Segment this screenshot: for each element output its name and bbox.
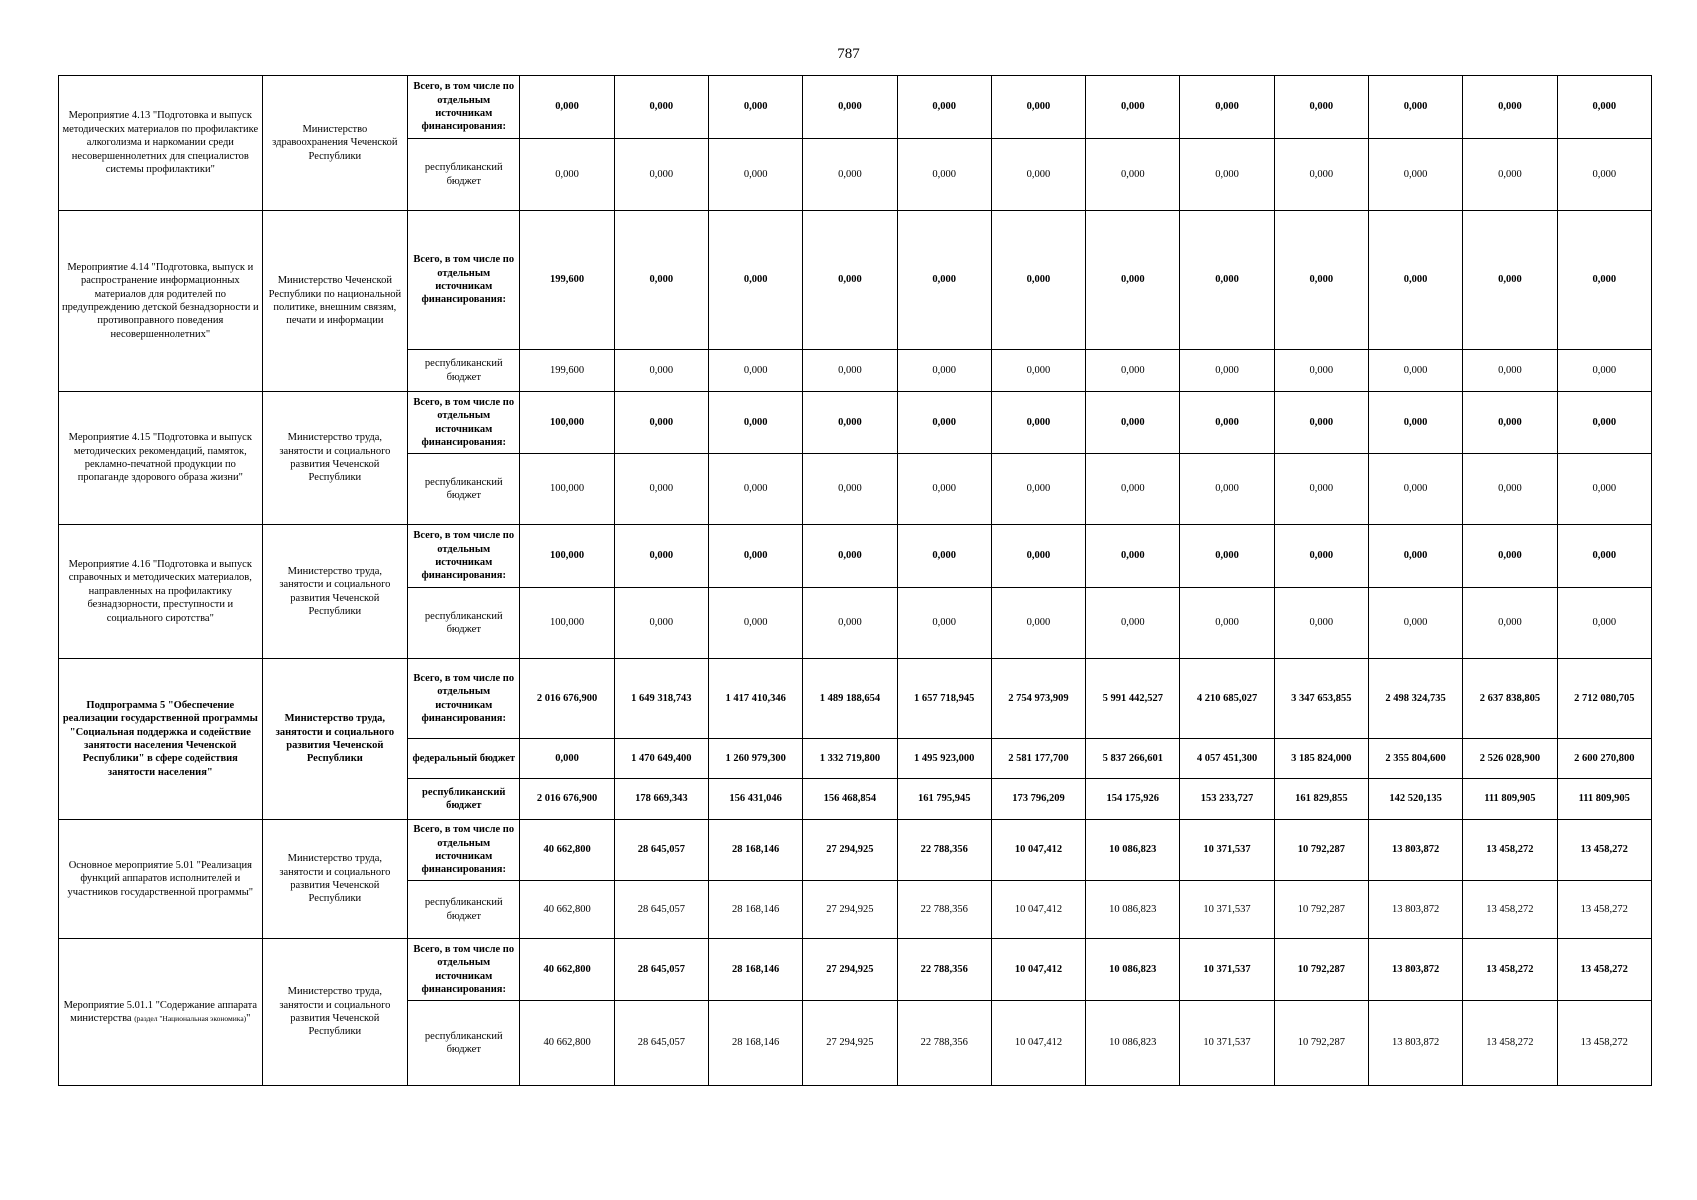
amount-cell: 0,000: [803, 588, 897, 659]
amount-cell: 0,000: [1557, 211, 1651, 350]
measure-name-text: Мероприятие 4.14 "Подготовка, выпуск и распространение информационных материалов для родителей по предупреждению детской безнадзорности и противоправного поведения несовершеннолетних": [62, 261, 259, 340]
amount-cell: 154 175,926: [1086, 779, 1180, 820]
amount-cell: 0,000: [1557, 350, 1651, 392]
amount-cell: 0,000: [1368, 588, 1462, 659]
amount-cell: 5 837 266,601: [1086, 739, 1180, 779]
funding-source: Всего, в том числе по отдельным источникам финансирования:: [408, 939, 520, 1001]
amount-cell: 0,000: [1274, 454, 1368, 525]
amount-cell: 2 526 028,900: [1463, 739, 1557, 779]
table-row: [59, 939, 1652, 1001]
measure-name-text: Мероприятие 4.16 "Подготовка и выпуск справочных и методических материалов, направленных на профилактику безнадзорности, преступности и социального сиротства": [68, 558, 252, 624]
amount-cell: 10 086,823: [1086, 1001, 1180, 1086]
amount-cell: 0,000: [803, 454, 897, 525]
amount-cell: 10 086,823: [1086, 881, 1180, 939]
executor-name: Министерство Чеченской Республики по национальной политике, внешним связям, печати и информации: [262, 211, 407, 392]
amount-cell: 10 086,823: [1086, 939, 1180, 1001]
amount-cell: 0,000: [803, 392, 897, 454]
table-row: [59, 392, 1652, 454]
amount-cell: 0,000: [1086, 211, 1180, 350]
amount-cell: 2 016 676,900: [520, 779, 614, 820]
amount-cell: 0,000: [803, 525, 897, 588]
amount-cell: 0,000: [991, 350, 1085, 392]
amount-cell: 0,000: [897, 350, 991, 392]
table-row: [59, 659, 1652, 739]
amount-cell: 10 047,412: [991, 1001, 1085, 1086]
amount-cell: 10 086,823: [1086, 820, 1180, 881]
amount-cell: 10 047,412: [991, 881, 1085, 939]
amount-cell: 0,000: [1368, 350, 1462, 392]
amount-cell: 40 662,800: [520, 939, 614, 1001]
amount-cell: 0,000: [1557, 392, 1651, 454]
amount-cell: 0,000: [1463, 211, 1557, 350]
measure-name-note: (раздел "Национальная экономика): [134, 1014, 247, 1023]
amount-cell: 1 260 979,300: [708, 739, 802, 779]
amount-cell: 0,000: [1557, 454, 1651, 525]
measure-name-text: Мероприятие 5.01.1 "Содержание аппарата министерства: [63, 999, 258, 1024]
table-row: [59, 820, 1652, 881]
amount-cell: 0,000: [991, 525, 1085, 588]
amount-cell: 13 458,272: [1557, 881, 1651, 939]
executor-name: Министерство здравоохранения Чеченской Республики: [262, 76, 407, 211]
executor-name: Министерство труда, занятости и социального развития Чеченской Республики: [262, 820, 407, 939]
amount-cell: 111 809,905: [1557, 779, 1651, 820]
amount-cell: 0,000: [1368, 139, 1462, 211]
funding-source: республиканский бюджет: [408, 139, 520, 211]
amount-cell: 27 294,925: [803, 881, 897, 939]
amount-cell: 13 458,272: [1557, 820, 1651, 881]
amount-cell: 40 662,800: [520, 1001, 614, 1086]
amount-cell: 2 581 177,700: [991, 739, 1085, 779]
amount-cell: 10 371,537: [1180, 939, 1274, 1001]
amount-cell: 0,000: [614, 211, 708, 350]
funding-source: республиканский бюджет: [408, 588, 520, 659]
amount-cell: 2 600 270,800: [1557, 739, 1651, 779]
measure-name: [59, 76, 263, 211]
funding-source: республиканский бюджет: [408, 350, 520, 392]
amount-cell: 0,000: [991, 211, 1085, 350]
amount-cell: 0,000: [1086, 525, 1180, 588]
page-number: 787: [837, 46, 860, 62]
amount-cell: 10 371,537: [1180, 820, 1274, 881]
amount-cell: 100,000: [520, 454, 614, 525]
amount-cell: 0,000: [897, 454, 991, 525]
amount-cell: 13 803,872: [1368, 881, 1462, 939]
amount-cell: 0,000: [1274, 525, 1368, 588]
amount-cell: 100,000: [520, 588, 614, 659]
measure-name-text: Мероприятие 4.15 "Подготовка и выпуск методических рекомендаций, памяток, рекламно-печатной продукции по пропаганде здорового образа жизни": [68, 432, 252, 484]
amount-cell: 1 332 719,800: [803, 739, 897, 779]
amount-cell: 156 431,046: [708, 779, 802, 820]
amount-cell: 5 991 442,527: [1086, 659, 1180, 739]
amount-cell: 40 662,800: [520, 881, 614, 939]
amount-cell: 1 470 649,400: [614, 739, 708, 779]
amount-cell: 13 803,872: [1368, 1001, 1462, 1086]
measure-name: [59, 392, 263, 525]
measure-name: [59, 820, 263, 939]
executor-name: Министерство труда, занятости и социального развития Чеченской Республики: [262, 659, 407, 820]
amount-cell: 2 712 080,705: [1557, 659, 1651, 739]
amount-cell: 0,000: [897, 392, 991, 454]
amount-cell: 2 754 973,909: [991, 659, 1085, 739]
funding-source: республиканский бюджет: [408, 1001, 520, 1086]
amount-cell: 0,000: [1463, 454, 1557, 525]
amount-cell: 0,000: [614, 588, 708, 659]
funding-source: республиканский бюджет: [408, 881, 520, 939]
amount-cell: 0,000: [1180, 525, 1274, 588]
measure-name: [59, 525, 263, 659]
funding-source: Всего, в том числе по отдельным источникам финансирования:: [408, 659, 520, 739]
amount-cell: 10 792,287: [1274, 939, 1368, 1001]
funding-source: Всего, в том числе по отдельным источникам финансирования:: [408, 76, 520, 139]
amount-cell: 4 210 685,027: [1180, 659, 1274, 739]
executor-name: Министерство труда, занятости и социального развития Чеченской Республики: [262, 939, 407, 1086]
amount-cell: 0,000: [897, 525, 991, 588]
amount-cell: 0,000: [614, 525, 708, 588]
amount-cell: 0,000: [614, 454, 708, 525]
amount-cell: 13 803,872: [1368, 820, 1462, 881]
amount-cell: 0,000: [614, 350, 708, 392]
amount-cell: 0,000: [1086, 350, 1180, 392]
amount-cell: 1 649 318,743: [614, 659, 708, 739]
amount-cell: 0,000: [1274, 392, 1368, 454]
amount-cell: 0,000: [1086, 588, 1180, 659]
funding-source: федеральный бюджет: [408, 739, 520, 779]
amount-cell: 27 294,925: [803, 939, 897, 1001]
amount-cell: 22 788,356: [897, 939, 991, 1001]
amount-cell: 0,000: [1180, 454, 1274, 525]
amount-cell: 111 809,905: [1463, 779, 1557, 820]
amount-cell: 1 417 410,346: [708, 659, 802, 739]
amount-cell: 0,000: [520, 739, 614, 779]
amount-cell: 0,000: [1557, 588, 1651, 659]
amount-cell: 0,000: [1368, 76, 1462, 139]
amount-cell: 0,000: [1086, 76, 1180, 139]
amount-cell: 22 788,356: [897, 1001, 991, 1086]
funding-source: Всего, в том числе по отдельным источникам финансирования:: [408, 392, 520, 454]
amount-cell: 10 371,537: [1180, 1001, 1274, 1086]
amount-cell: 0,000: [991, 76, 1085, 139]
amount-cell: 0,000: [708, 211, 802, 350]
measure-name-text: Мероприятие 4.13 "Подготовка и выпуск методических материалов по профилактике алкоголизма и наркомании среди несовершеннолетних для специалистов системы профилактики": [62, 110, 259, 176]
amount-cell: 0,000: [897, 139, 991, 211]
amount-cell: 0,000: [520, 139, 614, 211]
amount-cell: 28 168,146: [708, 1001, 802, 1086]
amount-cell: 0,000: [1180, 139, 1274, 211]
amount-cell: 0,000: [708, 588, 802, 659]
amount-cell: 0,000: [803, 350, 897, 392]
amount-cell: 28 645,057: [614, 939, 708, 1001]
amount-cell: 0,000: [1274, 350, 1368, 392]
amount-cell: 10 792,287: [1274, 1001, 1368, 1086]
amount-cell: 10 047,412: [991, 939, 1085, 1001]
amount-cell: 0,000: [1368, 525, 1462, 588]
amount-cell: 178 669,343: [614, 779, 708, 820]
amount-cell: 0,000: [1180, 588, 1274, 659]
amount-cell: 0,000: [897, 588, 991, 659]
table-row: [59, 76, 1652, 139]
amount-cell: 0,000: [991, 139, 1085, 211]
amount-cell: 0,000: [1463, 139, 1557, 211]
amount-cell: 2 498 324,735: [1368, 659, 1462, 739]
amount-cell: 0,000: [897, 76, 991, 139]
amount-cell: 0,000: [708, 525, 802, 588]
amount-cell: 13 458,272: [1463, 820, 1557, 881]
amount-cell: 0,000: [1368, 392, 1462, 454]
amount-cell: 142 520,135: [1368, 779, 1462, 820]
amount-cell: 22 788,356: [897, 820, 991, 881]
amount-cell: 199,600: [520, 350, 614, 392]
amount-cell: 0,000: [803, 76, 897, 139]
amount-cell: 100,000: [520, 392, 614, 454]
amount-cell: 13 458,272: [1463, 881, 1557, 939]
amount-cell: 173 796,209: [991, 779, 1085, 820]
funding-source: Всего, в том числе по отдельным источникам финансирования:: [408, 525, 520, 588]
amount-cell: 13 458,272: [1557, 939, 1651, 1001]
amount-cell: 0,000: [1463, 525, 1557, 588]
amount-cell: 22 788,356: [897, 881, 991, 939]
amount-cell: 100,000: [520, 525, 614, 588]
amount-cell: 2 637 838,805: [1463, 659, 1557, 739]
amount-cell: 3 347 653,855: [1274, 659, 1368, 739]
amount-cell: 13 458,272: [1463, 939, 1557, 1001]
amount-cell: 27 294,925: [803, 820, 897, 881]
amount-cell: 40 662,800: [520, 820, 614, 881]
amount-cell: 2 355 804,600: [1368, 739, 1462, 779]
funding-source: республиканский бюджет: [408, 779, 520, 820]
amount-cell: 153 233,727: [1180, 779, 1274, 820]
amount-cell: 0,000: [708, 139, 802, 211]
amount-cell: 10 371,537: [1180, 881, 1274, 939]
amount-cell: 0,000: [1274, 211, 1368, 350]
amount-cell: 28 645,057: [614, 820, 708, 881]
amount-cell: 0,000: [614, 139, 708, 211]
executor-name: Министерство труда, занятости и социального развития Чеченской Республики: [262, 525, 407, 659]
amount-cell: 1 657 718,945: [897, 659, 991, 739]
amount-cell: 10 047,412: [991, 820, 1085, 881]
amount-cell: 0,000: [1557, 139, 1651, 211]
budget-table: [58, 75, 1652, 1086]
amount-cell: 156 468,854: [803, 779, 897, 820]
table-row: [59, 525, 1652, 588]
amount-cell: 0,000: [1086, 392, 1180, 454]
amount-cell: 0,000: [1086, 454, 1180, 525]
table-row: [59, 211, 1652, 350]
amount-cell: 0,000: [1274, 588, 1368, 659]
executor-name: Министерство труда, занятости и социального развития Чеченской Республики: [262, 392, 407, 525]
amount-cell: 28 168,146: [708, 820, 802, 881]
amount-cell: 0,000: [991, 392, 1085, 454]
amount-cell: 10 792,287: [1274, 820, 1368, 881]
amount-cell: 3 185 824,000: [1274, 739, 1368, 779]
amount-cell: 1 489 188,654: [803, 659, 897, 739]
funding-source: Всего, в том числе по отдельным источникам финансирования:: [408, 211, 520, 350]
amount-cell: 0,000: [1180, 392, 1274, 454]
measure-name: [59, 211, 263, 392]
amount-cell: 0,000: [1180, 76, 1274, 139]
measure-name-text: Основное мероприятие 5.01 "Реализация функций аппаратов исполнителей и участников государственной программы": [67, 859, 254, 898]
amount-cell: 0,000: [708, 350, 802, 392]
amount-cell: 0,000: [1274, 76, 1368, 139]
amount-cell: 0,000: [1463, 76, 1557, 139]
amount-cell: 0,000: [991, 588, 1085, 659]
measure-name: [59, 659, 263, 820]
amount-cell: 13 803,872: [1368, 939, 1462, 1001]
amount-cell: 0,000: [708, 76, 802, 139]
amount-cell: 0,000: [1463, 588, 1557, 659]
amount-cell: 0,000: [1086, 139, 1180, 211]
amount-cell: 161 795,945: [897, 779, 991, 820]
amount-cell: 0,000: [897, 211, 991, 350]
amount-cell: 13 458,272: [1557, 1001, 1651, 1086]
amount-cell: 2 016 676,900: [520, 659, 614, 739]
amount-cell: 1 495 923,000: [897, 739, 991, 779]
amount-cell: 0,000: [1180, 211, 1274, 350]
amount-cell: 0,000: [1368, 454, 1462, 525]
amount-cell: 28 645,057: [614, 881, 708, 939]
amount-cell: 0,000: [803, 139, 897, 211]
amount-cell: 27 294,925: [803, 1001, 897, 1086]
amount-cell: 28 168,146: [708, 881, 802, 939]
amount-cell: 0,000: [1180, 350, 1274, 392]
amount-cell: 161 829,855: [1274, 779, 1368, 820]
amount-cell: 13 458,272: [1463, 1001, 1557, 1086]
amount-cell: 0,000: [708, 454, 802, 525]
budget-table-body: [59, 76, 1652, 1086]
amount-cell: 0,000: [1463, 392, 1557, 454]
amount-cell: 0,000: [614, 392, 708, 454]
amount-cell: 28 168,146: [708, 939, 802, 1001]
measure-name-text: Подпрограмма 5 "Обеспечение реализации государственной программы "Социальная поддержка и содействие занятости населения Чеченской Республики" в сфере содействия занятости населения": [62, 699, 258, 778]
amount-cell: 0,000: [803, 211, 897, 350]
measure-name-end: ": [246, 1013, 251, 1024]
funding-source: Всего, в том числе по отдельным источникам финансирования:: [408, 820, 520, 881]
amount-cell: 0,000: [1557, 525, 1651, 588]
amount-cell: 0,000: [1463, 350, 1557, 392]
amount-cell: 199,600: [520, 211, 614, 350]
amount-cell: 0,000: [614, 76, 708, 139]
funding-source: республиканский бюджет: [408, 454, 520, 525]
amount-cell: 0,000: [991, 454, 1085, 525]
amount-cell: 0,000: [1274, 139, 1368, 211]
amount-cell: 28 645,057: [614, 1001, 708, 1086]
amount-cell: 0,000: [1368, 211, 1462, 350]
measure-name: [59, 939, 263, 1086]
amount-cell: 0,000: [708, 392, 802, 454]
amount-cell: 0,000: [520, 76, 614, 139]
amount-cell: 0,000: [1557, 76, 1651, 139]
amount-cell: 4 057 451,300: [1180, 739, 1274, 779]
amount-cell: 10 792,287: [1274, 881, 1368, 939]
